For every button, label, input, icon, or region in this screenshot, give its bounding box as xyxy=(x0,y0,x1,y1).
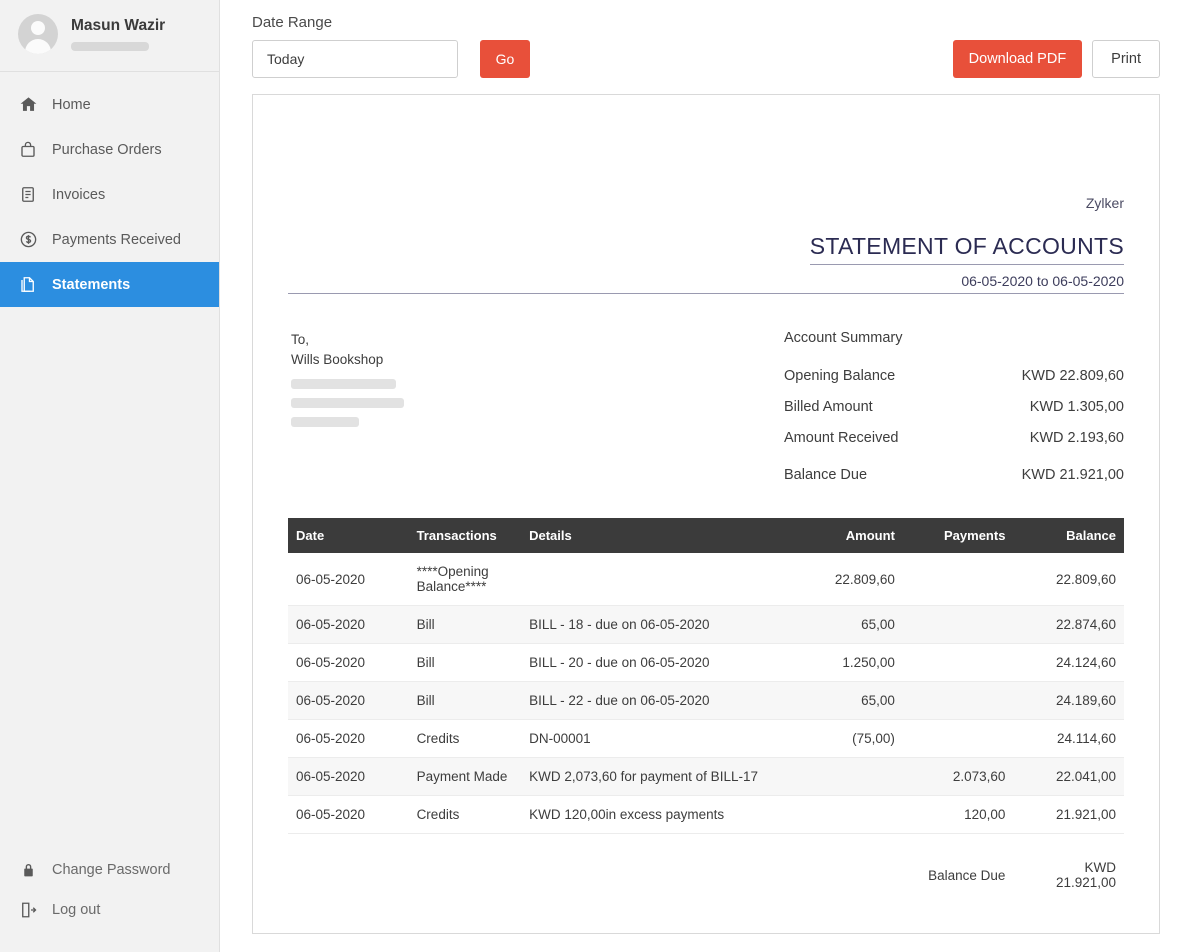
statement-date-range: 06-05-2020 to 06-05-2020 xyxy=(288,265,1124,294)
table-body xyxy=(288,553,1124,901)
cell-details: KWD 120,00in excess payments xyxy=(521,796,792,834)
cell-amount xyxy=(792,796,903,834)
table-header-row xyxy=(288,518,1124,553)
table-row xyxy=(288,606,1124,644)
statement-meta xyxy=(288,330,1124,490)
sidebar-item-label: Home xyxy=(52,96,91,113)
footer-spacer-3 xyxy=(521,834,792,902)
table-row xyxy=(288,720,1124,758)
cell-date: 06-05-2020 xyxy=(288,758,409,796)
summary-label: Opening Balance xyxy=(784,368,896,384)
column-header-balance: Balance xyxy=(1013,518,1124,553)
sidebar-nav xyxy=(0,72,219,307)
profile-name: Masun Wazir xyxy=(71,16,166,34)
cell-transactions: Payment Made xyxy=(409,758,522,796)
table-row xyxy=(288,758,1124,796)
cell-payments xyxy=(903,682,1014,720)
cell-balance: 24.189,60 xyxy=(1013,682,1124,720)
cell-balance: 24.124,60 xyxy=(1013,644,1124,682)
toolbar xyxy=(252,0,1160,78)
summary-label: Balance Due xyxy=(784,467,868,483)
cell-payments xyxy=(903,644,1014,682)
table-row xyxy=(288,682,1124,720)
cell-transactions: ****Opening Balance**** xyxy=(409,553,522,606)
sidebar-item-label: Payments Received xyxy=(52,231,181,248)
logout-icon xyxy=(18,900,38,920)
cell-transactions: Bill xyxy=(409,682,522,720)
sidebar-item-home[interactable] xyxy=(0,82,219,127)
to-label: To, xyxy=(291,332,310,347)
sidebar-item-change-password[interactable] xyxy=(0,850,219,890)
cell-date: 06-05-2020 xyxy=(288,553,409,606)
lock-icon xyxy=(18,860,38,880)
sidebar-item-label: Invoices xyxy=(52,186,106,203)
summary-row xyxy=(784,422,1124,453)
sidebar-item-label: Statements xyxy=(52,276,131,293)
summary-row xyxy=(784,391,1124,422)
summary-row-balance-due xyxy=(784,453,1124,490)
cell-balance: 24.114,60 xyxy=(1013,720,1124,758)
footer-spacer-2 xyxy=(409,834,522,902)
column-header-date: Date xyxy=(288,518,409,553)
table-row xyxy=(288,644,1124,682)
address-placeholder-line-2 xyxy=(291,398,404,408)
cell-details: BILL - 22 - due on 06-05-2020 xyxy=(521,682,792,720)
cell-payments xyxy=(903,606,1014,644)
column-header-payments: Payments xyxy=(903,518,1014,553)
profile-text xyxy=(71,17,165,51)
cell-details: KWD 2,073,60 for payment of BILL-17 xyxy=(521,758,792,796)
bag-icon xyxy=(18,140,38,160)
sidebar xyxy=(0,0,220,952)
recipient-block xyxy=(288,330,588,490)
sidebar-item-label: Change Password xyxy=(52,862,171,878)
cell-payments xyxy=(903,553,1014,606)
summary-label: Amount Received xyxy=(784,430,899,446)
avatar xyxy=(18,14,58,54)
invoice-icon xyxy=(18,185,38,205)
download-pdf-button[interactable]: Download PDF xyxy=(953,40,1083,78)
sidebar-item-payments-received[interactable] xyxy=(0,217,219,262)
account-summary-title: Account Summary xyxy=(784,330,903,346)
sidebar-item-statements[interactable] xyxy=(0,262,219,307)
sidebar-item-invoices[interactable] xyxy=(0,172,219,217)
sidebar-item-label: Purchase Orders xyxy=(52,141,162,158)
statement-icon xyxy=(18,275,38,295)
statement-sheet xyxy=(252,94,1160,934)
cell-details: BILL - 20 - due on 06-05-2020 xyxy=(521,644,792,682)
page-title: STATEMENT OF ACCOUNTS xyxy=(810,233,1124,265)
cell-date: 06-05-2020 xyxy=(288,682,409,720)
address-placeholder-line-3 xyxy=(291,417,359,427)
footer-balance-due-label: Balance Due xyxy=(928,867,1006,883)
cell-details: BILL - 18 - due on 06-05-2020 xyxy=(521,606,792,644)
cell-date: 06-05-2020 xyxy=(288,606,409,644)
cell-date: 06-05-2020 xyxy=(288,644,409,682)
summary-value: KWD 22.809,60 xyxy=(1021,368,1124,384)
dollar-circle-icon xyxy=(18,230,38,250)
toolbar-row xyxy=(252,40,1160,78)
cell-amount: 22.809,60 xyxy=(792,553,903,606)
cell-amount xyxy=(792,758,903,796)
main-content xyxy=(220,0,1200,952)
go-button[interactable]: Go xyxy=(480,40,530,78)
column-header-details: Details xyxy=(521,518,792,553)
cell-payments: 120,00 xyxy=(903,796,1014,834)
cell-transactions: Credits xyxy=(409,796,522,834)
cell-balance: 22.809,60 xyxy=(1013,553,1124,606)
summary-row xyxy=(784,360,1124,391)
toolbar-actions xyxy=(953,40,1160,78)
cell-transactions: Bill xyxy=(409,644,522,682)
sidebar-bottom-nav xyxy=(0,850,219,952)
print-button[interactable]: Print xyxy=(1092,40,1160,78)
profile-block[interactable] xyxy=(0,0,219,72)
cell-amount: (75,00) xyxy=(792,720,903,758)
cell-details: DN-00001 xyxy=(521,720,792,758)
company-brand: Zylker xyxy=(1085,195,1124,211)
cell-amount: 1.250,00 xyxy=(792,644,903,682)
cell-transactions: Credits xyxy=(409,720,522,758)
footer-spacer-1 xyxy=(288,834,409,902)
statement-header xyxy=(288,233,1124,294)
summary-label: Billed Amount xyxy=(784,399,873,415)
table-row xyxy=(288,553,1124,606)
cell-amount: 65,00 xyxy=(792,606,903,644)
home-icon xyxy=(18,95,38,115)
sidebar-item-purchase-orders[interactable] xyxy=(0,127,219,172)
date-range-input[interactable] xyxy=(252,40,458,78)
cell-payments xyxy=(903,720,1014,758)
table-header xyxy=(288,518,1124,553)
table-footer-row xyxy=(288,834,1124,902)
cell-date: 06-05-2020 xyxy=(288,720,409,758)
statement-table xyxy=(288,518,1124,901)
column-header-transactions: Transactions xyxy=(409,518,522,553)
cell-amount: 65,00 xyxy=(792,682,903,720)
table-row xyxy=(288,796,1124,834)
address-placeholder-line-1 xyxy=(291,379,396,389)
footer-balance-due-value: KWD 21.921,00 xyxy=(1055,860,1116,890)
cell-details xyxy=(521,553,792,606)
customer-name: Wills Bookshop xyxy=(291,352,384,367)
date-range-label: Date Range xyxy=(252,14,333,31)
column-header-amount: Amount xyxy=(792,518,903,553)
cell-date: 06-05-2020 xyxy=(288,796,409,834)
cell-transactions: Bill xyxy=(409,606,522,644)
profile-subtitle-placeholder xyxy=(71,42,149,51)
summary-value: KWD 1.305,00 xyxy=(1029,399,1124,415)
cell-payments: 2.073,60 xyxy=(903,758,1014,796)
sidebar-item-log-out[interactable] xyxy=(0,890,219,930)
sidebar-spacer xyxy=(0,307,219,850)
sidebar-item-label: Log out xyxy=(52,902,101,918)
cell-balance: 21.921,00 xyxy=(1013,796,1124,834)
account-summary xyxy=(784,330,1124,490)
summary-value: KWD 2.193,60 xyxy=(1029,430,1124,446)
cell-balance: 22.041,00 xyxy=(1013,758,1124,796)
summary-value: KWD 21.921,00 xyxy=(1021,467,1124,483)
cell-balance: 22.874,60 xyxy=(1013,606,1124,644)
